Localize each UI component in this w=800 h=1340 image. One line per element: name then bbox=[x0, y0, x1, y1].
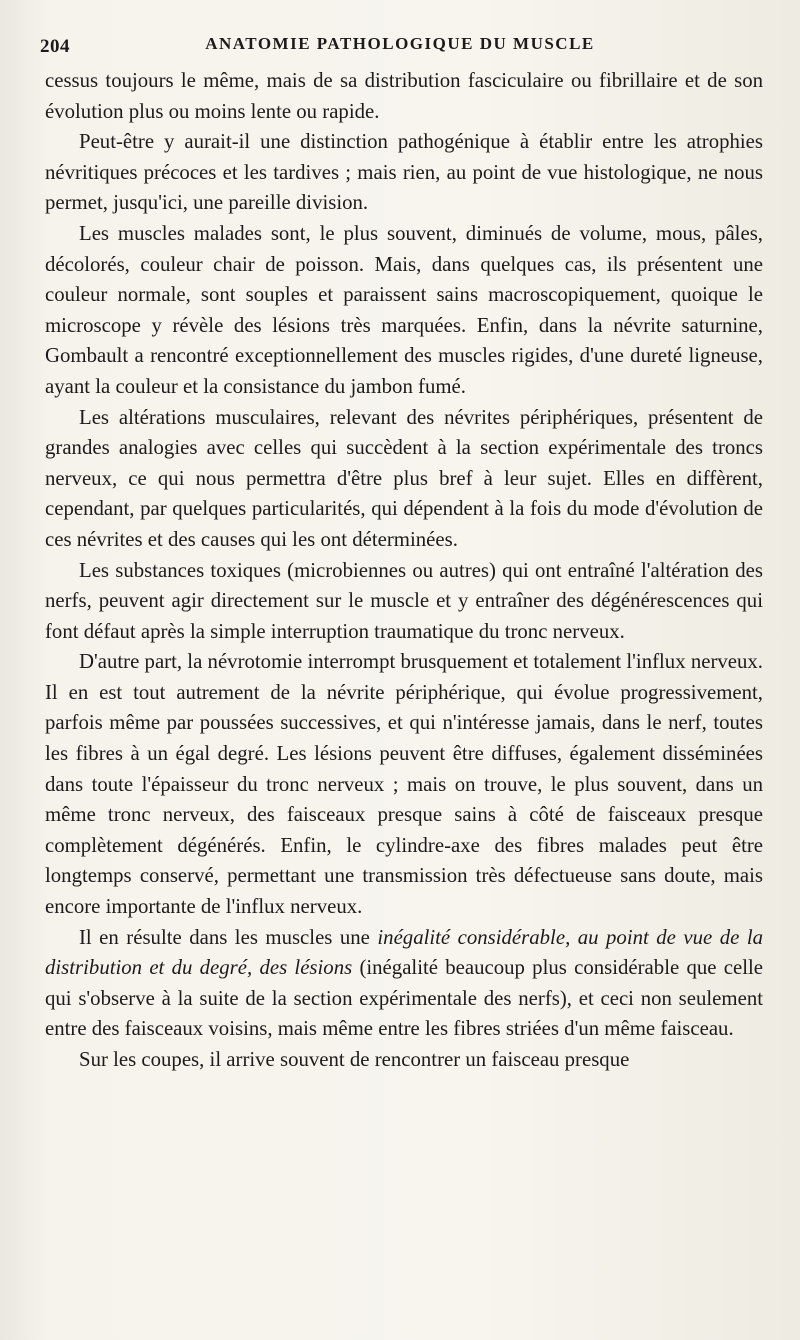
body-text bbox=[45, 66, 763, 1076]
paragraph: Les altérations musculaires, relevant des névrites périphériques, présentent de grandes analogies avec celles qui succèdent à la section expérimentale des troncs nerveux, ce qui nous permettra d'être plus bref à leur sujet. Elles en diffèrent, cependant, par quelques particularités, qui dépendent à la fois du mode d'évolution de ces névrites et des causes qui les ont déterminées. bbox=[45, 405, 763, 551]
page-header bbox=[40, 30, 760, 64]
emphasized-phrase: inégalité considérable, au point de vue de la distribution et du degré, des lésions bbox=[45, 925, 763, 980]
paragraph: D'autre part, la névrotomie interrompt brusquement et totalement l'influx nerveux. Il en est tout autrement de la névrite périphérique, qui évolue progressivement, parfois même par poussées successives, et qui n'intéresse jamais, dans le nerf, toutes les fibres à un égal degré. Les lésions peuvent être diffuses, également disséminées dans toute l'épaisseur du tronc nerveux ; mais on trouve, le plus souvent, dans un même tronc nerveux, des faisceaux presque sains à côté de faisceaux presque complètement dégénérés. Enfin, le cylindre-axe des fibres malades peut être longtemps conservé, permettant une transmission très défectueuse sans doute, mais encore importante de l'influx nerveux. bbox=[45, 650, 763, 919]
paragraph bbox=[45, 923, 763, 1045]
paragraph: Peut-être y aurait-il une distinction pathogénique à établir entre les atrophies névritiques précoces et les tardives ; mais rien, au point de vue histologique, ne nous permet, jusqu'ici, une pareille division. bbox=[45, 130, 763, 215]
running-title: ANATOMIE PATHOLOGIQUE DU MUSCLE bbox=[205, 34, 595, 53]
paragraph: cessus toujours le même, mais de sa distribution fasciculaire ou fibrillaire et de son évolution plus ou moins lente ou rapide. bbox=[45, 69, 763, 123]
paragraph-tail: (inégalité beaucoup plus considérable que celle qui s'observe à la suite de la section expérimentale des nerfs), et ceci non seulement entre des faisceaux voisins, mais même entre les fibres striées d'un même faisceau. bbox=[45, 956, 763, 1041]
page-number: 204 bbox=[40, 36, 70, 57]
paragraph: Les muscles malades sont, le plus souvent, diminués de volume, mous, pâles, décolorés, couleur chair de poisson. Mais, dans quelques cas, ils présentent une couleur normale, sont souples et paraissent sains macroscopiquement, quoique le microscope y révèle des lésions très marquées. Enfin, dans la névrite saturnine, Gombault a rencontré exceptionnellement des muscles rigides, d'une dureté ligneuse, ayant la couleur et la consistance du jambon fumé. bbox=[45, 221, 763, 398]
paragraph: Les substances toxiques (microbiennes ou autres) qui ont entraîné l'altération des nerfs, peuvent agir directement sur le muscle et y entraîner des dégénérescences qui font défaut après la simple interruption traumatique du tronc nerveux. bbox=[45, 558, 763, 643]
paragraph-lead: Il en résulte dans les muscles une bbox=[79, 925, 378, 949]
paragraph-continued: Sur les coupes, il arrive souvent de rencontrer un faisceau presque bbox=[79, 1048, 630, 1071]
